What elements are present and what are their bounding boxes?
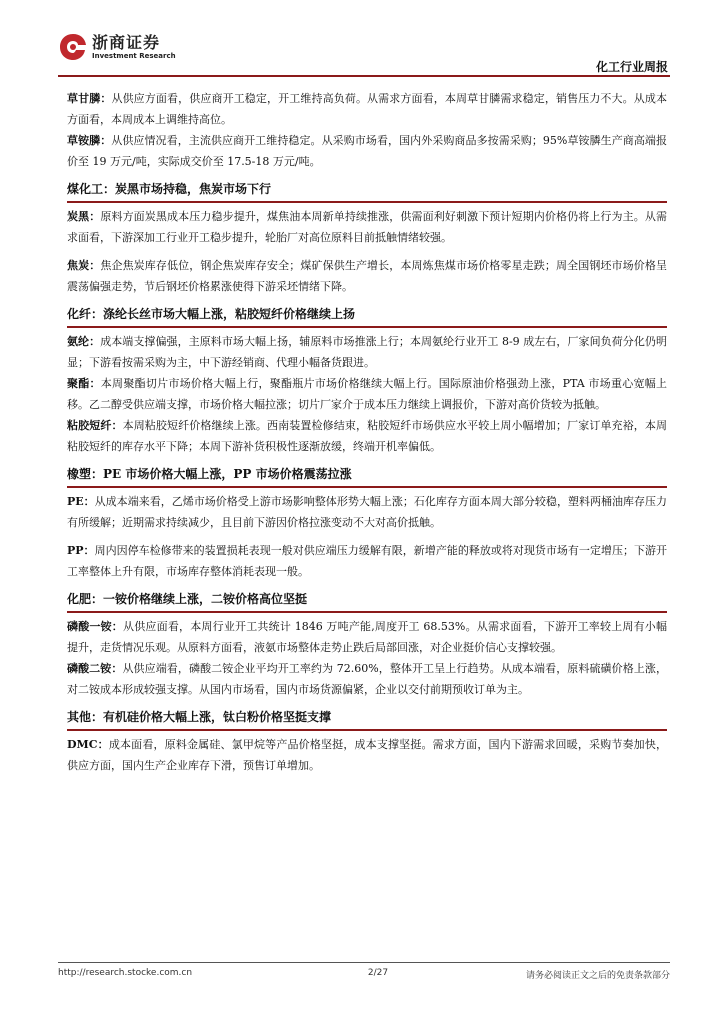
- body-paragraph: [67, 373, 667, 415]
- paragraph-text: 本周聚酯切片市场价格大幅上行，聚酯瓶片市场价格继续大幅上行。国际原油价格强劲上涨，PTA 市场重心宽幅上移。乙二醇受供应端支撑，市场价格大幅拉涨；切片厂家介于成本压力继续上调报价，下游对高价货较为抵触。: [67, 377, 668, 411]
- brand-logo: [58, 32, 176, 62]
- paragraph-text: 从供应面看，本周行业开工共统计 1846 万吨产能,周度开工 68.53%。从需求面看，下游开工率较上周有小幅提升，走货情况乐观。从原料方面看，液氨市场整体走势止跌后局部回涨，对企业挺价信心支撑较强。: [67, 620, 668, 654]
- body-paragraph: [67, 658, 667, 700]
- paragraph-term: PE：: [67, 495, 95, 508]
- section-heading: [67, 303, 667, 328]
- paragraph-text: 本周粘胶短纤价格继续上涨。西南装置检修结束，粘胶短纤市场供应水平较上周小幅增加；厂家订单充裕，本周粘胶短纤的库存水平下降；本周下游补货积极性逐渐放缓，终端开机率偏低。: [67, 419, 668, 453]
- paragraph-term: 磷酸一铵：: [67, 620, 124, 633]
- paragraph-text: 周内因停车检修带来的装置损耗表现一般对供应端压力缓解有限，新增产能的释放或将对现货市场有一定增压；下游开工率整体上升有限，市场库存整体消耗表现一般。: [67, 544, 667, 578]
- body-paragraph: [67, 130, 667, 172]
- page-number: 2/27: [367, 968, 389, 978]
- paragraph-term: 焦炭：: [67, 259, 101, 272]
- paragraph-term: PP：: [67, 544, 95, 557]
- paragraph-text: 成本端支撑偏强，主原料市场大幅上扬，辅原料市场推涨上行；本周氨纶行业开工 8-9 成左右，厂家间负荷分化仍明显；下游看按需采购为主，中下游经销商、代理小幅备货跟进。: [67, 335, 667, 369]
- body-paragraph: [67, 540, 667, 582]
- section-heading-text: 其他：有机硅价格大幅上涨，钛白粉价格坚挺支撑: [67, 710, 332, 724]
- paragraph-term: 草铵膦：: [67, 134, 112, 147]
- body-paragraph: [67, 415, 667, 457]
- body-paragraph: [67, 734, 667, 776]
- paragraph-term: 炭黑：: [67, 210, 101, 223]
- paragraph-term: 磷酸二铵：: [67, 662, 123, 675]
- paragraph-term: 氨纶：: [67, 335, 101, 348]
- footer-divider: [58, 962, 670, 963]
- header-divider: [58, 75, 670, 77]
- brand-name-en: Investment Research: [92, 51, 176, 60]
- section-heading-text: 化肥：一铵价格继续上涨，二铵价格高位坚挺: [67, 592, 308, 606]
- section-heading-text: 化纤：涤纶长丝市场大幅上涨，粘胶短纤价格继续上扬: [67, 307, 356, 321]
- body-paragraph: [67, 491, 667, 533]
- paragraph-term: 粘胶短纤：: [67, 419, 123, 432]
- body-paragraph: [67, 255, 667, 297]
- page-header: [0, 0, 724, 78]
- disclaimer-note: 请务必阅读正文之后的免责条款部分: [525, 971, 670, 981]
- paragraph-text: 焦企焦炭库存低位，钢企焦炭库存安全；煤矿保供生产增长，本周炼焦煤市场价格零星走跌；周全国钢坯市场价格呈震荡偏强走势，节后钢坯价格累涨使得下游采坯情绪下降。: [67, 259, 668, 293]
- body-paragraph: [67, 88, 667, 130]
- paragraph-text: 从供应情况看，主流供应商开工维持稳定。从采购市场看，国内外采购商品多按需采购；95%草铵膦生产商高端报价至 19 万元/吨，实际成交价至 17.5-18 万元/吨。: [67, 134, 667, 168]
- section-heading-text: 橡塑：PE 市场价格大幅上涨，PP 市场价格震荡拉涨: [67, 467, 352, 481]
- section-heading: [67, 178, 667, 203]
- body-paragraph: [67, 331, 667, 373]
- report-type-label: 化工行业周报: [595, 60, 668, 74]
- section-heading: [67, 463, 667, 488]
- section-heading: [67, 588, 667, 613]
- paragraph-text: 从成本端来看，乙烯市场价格受上游市场影响整体形势大幅上涨；石化库存方面本周大部分较稳，塑料两桶油库存压力有所缓解；近期需求持续减少，且目前下游因价格拉涨变动不大对高价抵触。: [67, 495, 667, 529]
- paragraph-text: 原料方面炭黑成本压力稳步提升，煤焦油本周新单持续推涨，供需面利好刺激下预计短期内价格仍将上行为主。从需求面看，下游深加工行业开工稳步提升，轮胎厂对高位原料目前抵触情绪较强。: [67, 210, 668, 244]
- report-body: [67, 88, 667, 776]
- section-heading-text: 煤化工：炭黑市场持稳，焦炭市场下行: [67, 182, 272, 196]
- section-heading: [67, 706, 667, 731]
- footer-url-link[interactable]: http://research.stocke.com.cn: [58, 968, 193, 978]
- paragraph-text: 成本面看，原料金属硅、氯甲烷等产品价格坚挺，成本支撑坚挺。需求方面，国内下游需求回暖，采购节奏加快，供应方面，国内生产企业库存下滑，预售订单增加。: [67, 738, 667, 772]
- body-paragraph: [67, 206, 667, 248]
- paragraph-term: DMC：: [67, 738, 109, 751]
- paragraph-text: 从供应方面看，供应商开工稳定，开工维持高负荷。从需求方面看，本周草甘膦需求稳定，销售压力不大。从成本方面看，本周成本上调维持高位。: [67, 92, 667, 126]
- paragraph-text: 从供应端看，磷酸二铵企业平均开工率约为 72.60%，整体开工呈上行趋势。从成本端看，原料硫磺价格上涨，对二铵成本形成较强支撑。从国内市场看，国内市场货源偏紧，企业以交付前期预收订单为主。: [67, 662, 668, 696]
- body-paragraph: [67, 616, 667, 658]
- brand-name-cn: 浙商证券: [92, 32, 161, 52]
- paragraph-term: 草甘膦：: [67, 92, 112, 105]
- brand-logo-icon: [58, 32, 88, 62]
- paragraph-term: 聚酯：: [67, 377, 101, 390]
